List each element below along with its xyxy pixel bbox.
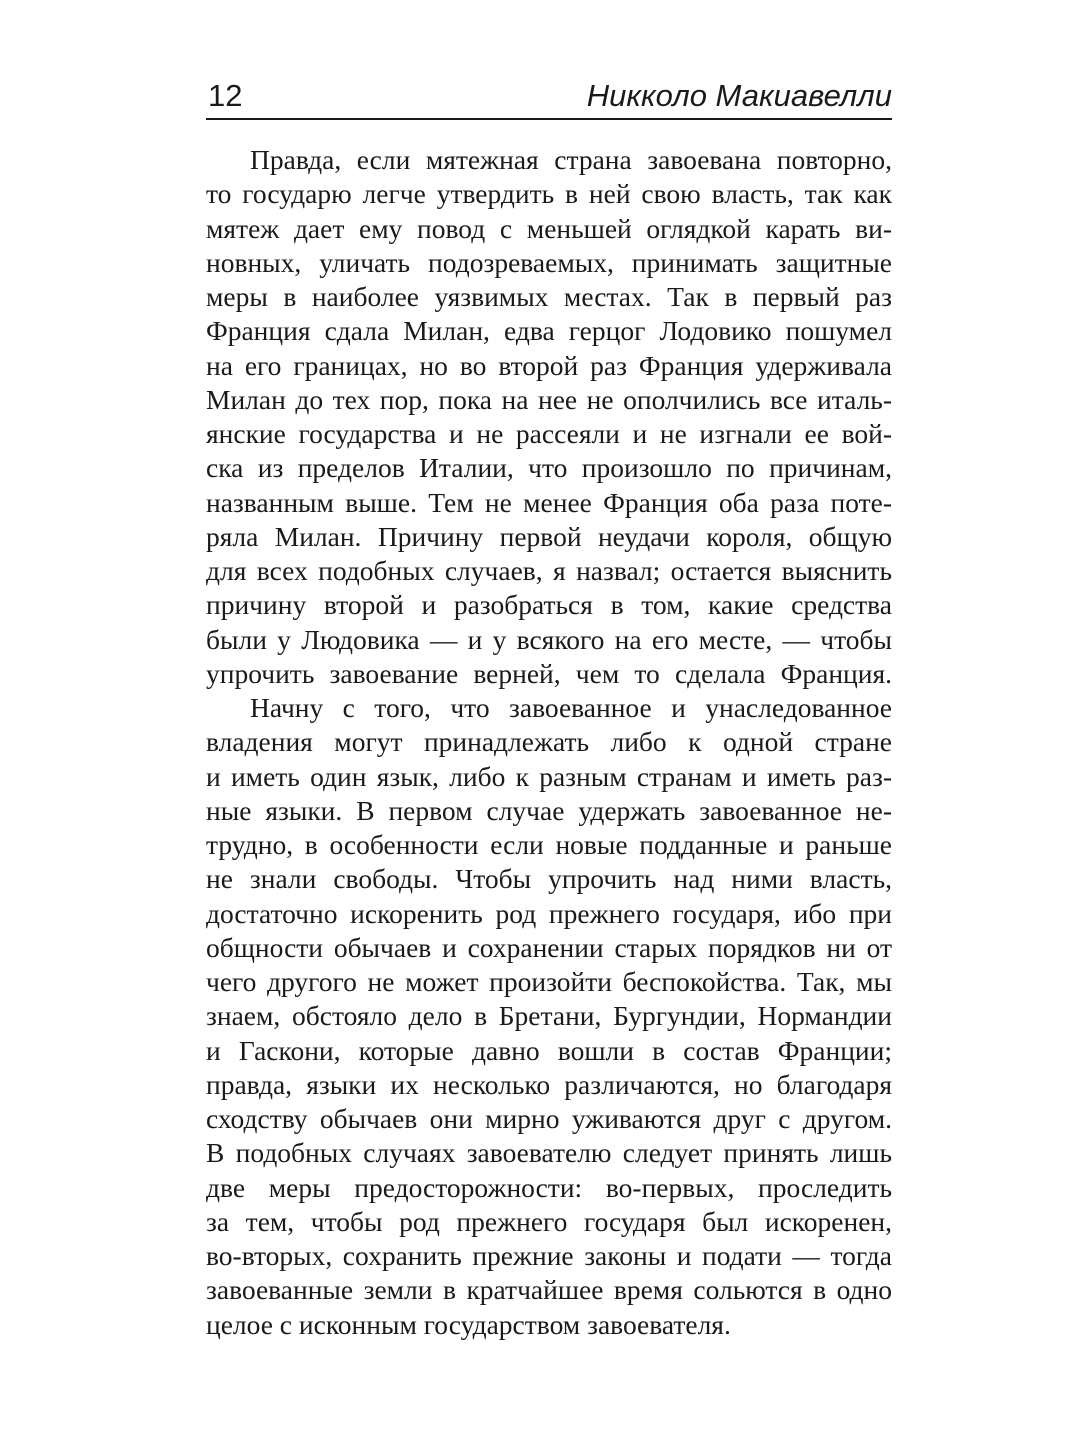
text-line: янские государства и не рассеяли и не изгнали ее вой- — [206, 418, 892, 449]
text-line: и Гаскони, которые давно вошли в состав Франции; — [206, 1034, 892, 1066]
text-line: Франция сдала Милан, едва герцог Лодовико пошумел — [206, 315, 892, 347]
book-page — [206, 0, 892, 1440]
text-line: для всех подобных случаев, я назвал; остается выяснить — [206, 555, 892, 586]
paragraph-1 — [206, 143, 892, 691]
text-line: завоеванные земли в кратчайшее время сольются в одно — [206, 1274, 892, 1306]
text-line: причину второй и разобраться в том, какие средства — [206, 589, 892, 621]
text-line: трудно, в особенности если новые подданные и раньше — [206, 829, 892, 860]
text-line: и иметь один язык, либо к разным странам и иметь раз- — [206, 760, 892, 792]
text-line: названным выше. Тем не менее Франция оба раза поте- — [206, 486, 892, 518]
text-line: были у Людовика — и у всякого на его месте, — чтобы — [206, 623, 892, 655]
text-line: Начну с того, что завоеванное и унаследованное — [250, 692, 892, 723]
body-text — [206, 143, 892, 1342]
text-line: ска из пределов Италии, что произошло по причинам, — [206, 452, 892, 484]
text-line: сходству обычаев они мирно уживаются друг с другом. — [206, 1103, 892, 1134]
text-line: В подобных случаях завоевателю следует принять лишь — [206, 1137, 892, 1169]
text-line: во-вторых, сохранить прежние законы и подати — тогда — [206, 1240, 892, 1271]
text-line: правда, языки их несколько различаются, но благодаря — [206, 1068, 892, 1100]
text-line: владения могут принадлежать либо к одной стране — [206, 726, 892, 758]
running-head-author: Никколо Макиавелли — [586, 78, 892, 113]
text-line: упрочить завоевание верней, чем то сделала Франция. — [206, 657, 892, 689]
paragraph-2 — [206, 691, 892, 1342]
text-line: не знали свободы. Чтобы упрочить над ними власть, — [206, 863, 892, 895]
text-line: ные языки. В первом случае удержать завоеванное не- — [206, 794, 892, 826]
page-number: 12 — [208, 78, 243, 113]
text-line: общности обычаев и сохранении старых порядков ни от — [206, 931, 892, 963]
text-line: новных, уличать подозреваемых, принимать защитные — [206, 246, 892, 278]
text-line: меры в наиболее уязвимых местах. Так в первый раз — [206, 281, 892, 312]
text-line: Милан до тех пор, пока на нее не ополчились все италь- — [206, 383, 892, 415]
text-line: достаточно искоренить род прежнего государя, ибо при — [206, 897, 892, 929]
text-line: знаем, обстояло дело в Бретани, Бургундии, Нормандии — [206, 1000, 892, 1032]
text-line: целое с исконным государством завоевателя. — [206, 1308, 731, 1340]
text-line: на его границах, но во второй раз Франция удерживала — [206, 349, 892, 381]
text-line: Правда, если мятежная страна завоевана повторно, — [250, 144, 892, 175]
text-line: ряла Милан. Причину первой неудачи короля, общую — [206, 520, 892, 552]
text-line: то государю легче утвердить в ней свою власть, так как — [206, 178, 892, 210]
text-line: мятеж дает ему повод с меньшей оглядкой карать ви- — [206, 212, 892, 244]
text-line: за тем, чтобы род прежнего государя был искоренен, — [206, 1205, 892, 1237]
text-line: чего другого не может произойти беспокойства. Так, мы — [206, 966, 892, 997]
running-header — [206, 74, 892, 120]
text-line: две меры предосторожности: во-первых, проследить — [206, 1171, 892, 1203]
